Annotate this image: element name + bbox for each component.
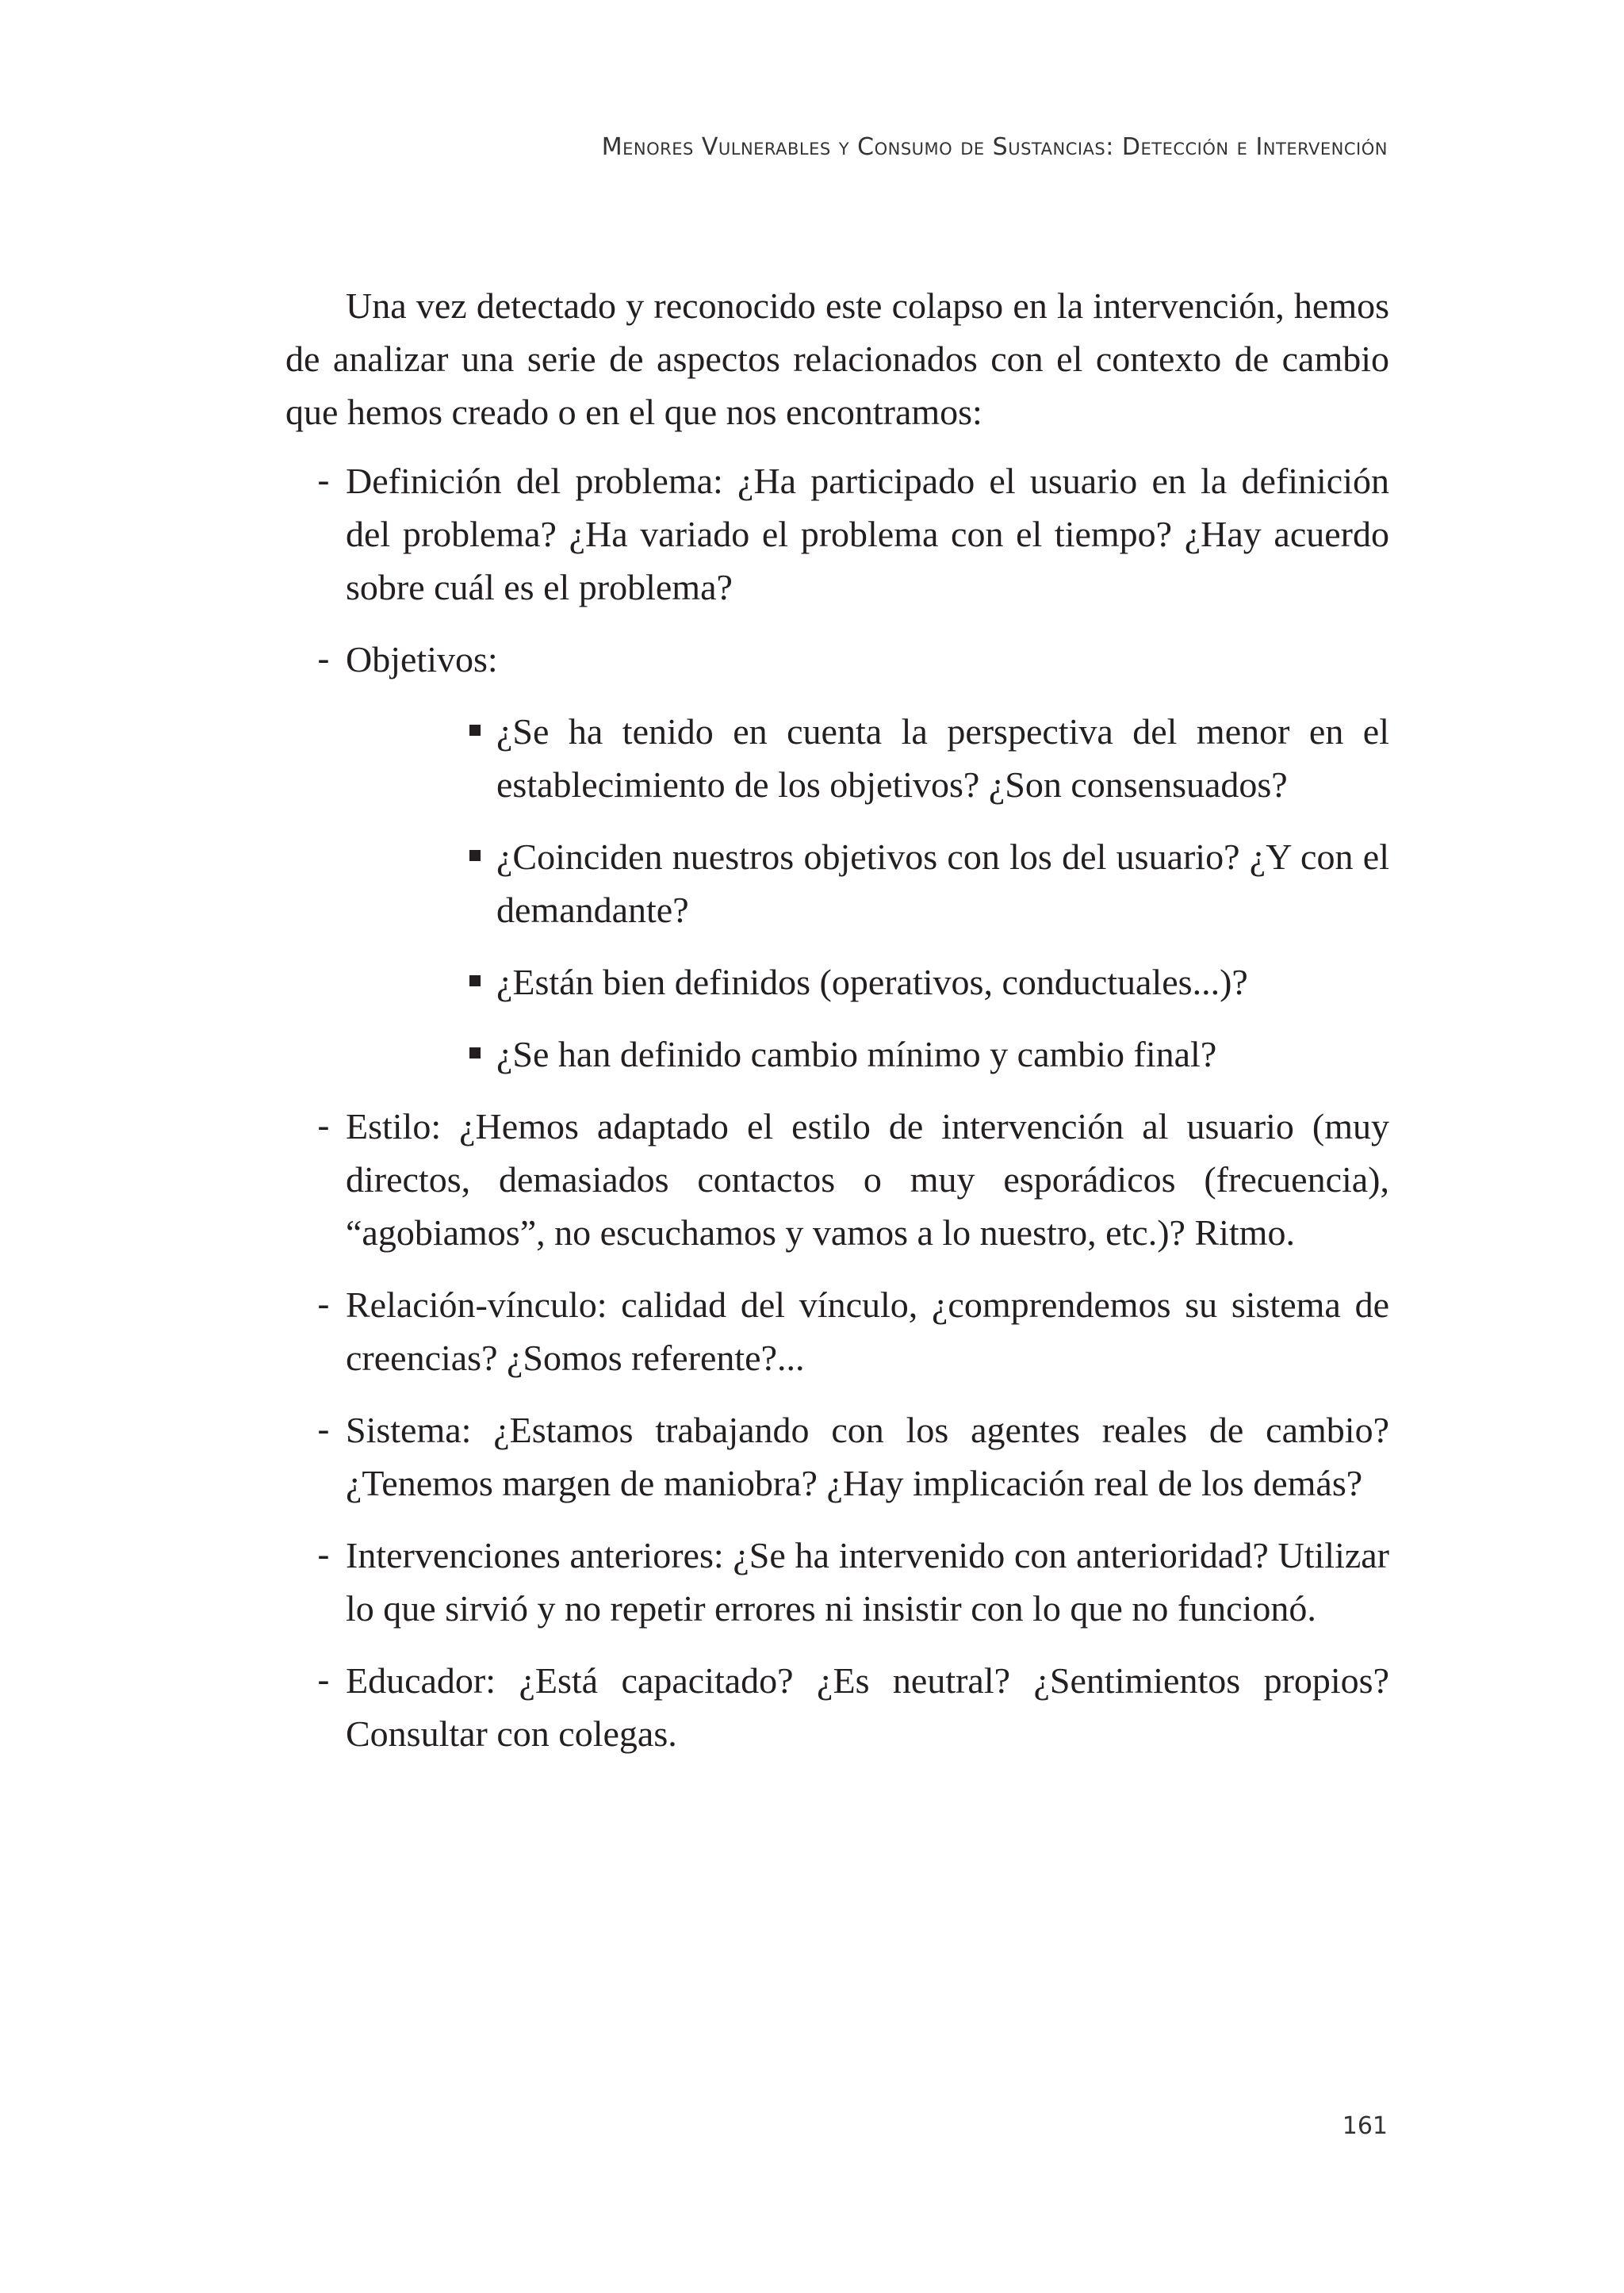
list-item-sistema bbox=[285, 1403, 1389, 1510]
sublist-item-text: ¿Se han definido cambio mínimo y cambio final? bbox=[496, 1034, 1217, 1074]
square-bullet-icon bbox=[469, 850, 481, 861]
dash-bullet-icon: - bbox=[317, 1106, 330, 1146]
list-item-text: Sistema: ¿Estamos trabajando con los agentes reales de cambio? ¿Tenemos margen de maniobra? ¿Hay implicación real de los demás? bbox=[346, 1410, 1389, 1503]
list-item-text: Definición del problema: ¿Ha participado el usuario en la definición del problema? ¿Ha variado el problema con el tiempo? ¿Hay acuerdo sobre cuál es el problema? bbox=[346, 461, 1389, 607]
list-item-text: Estilo: ¿Hemos adaptado el estilo de intervención al usuario (muy directos, demasiados contactos o muy esporádicos (frecuencia), “agobiamos”, no escuchamos y vamos a lo nuestro, etc.)? Ritmo. bbox=[346, 1106, 1389, 1253]
running-header: Menores Vulnerables y Consumo de Sustancias: Detección e Intervención bbox=[601, 133, 1388, 161]
square-bullet-icon bbox=[469, 975, 481, 986]
list-item-definicion bbox=[285, 454, 1389, 614]
list-item-text: Objetivos: bbox=[346, 639, 498, 679]
intro-paragraph: Una vez detectado y reconocido este colapso en la intervención, hemos de analizar una serie de aspectos relacionados con el contexto de cambio que hemos creado o en el que nos encontramos: bbox=[285, 285, 1389, 432]
sublist-item-text: ¿Están bien definidos (operativos, conductuales...)? bbox=[496, 962, 1248, 1002]
square-bullet-icon bbox=[469, 1047, 481, 1058]
aspect-list bbox=[285, 454, 1389, 1760]
sublist-item bbox=[346, 1028, 1389, 1081]
page-number: 161 bbox=[1342, 2112, 1388, 2140]
dash-bullet-icon: - bbox=[317, 1535, 330, 1575]
dash-bullet-icon: - bbox=[317, 1660, 330, 1701]
list-item-intervenciones-anteriores bbox=[285, 1529, 1389, 1635]
list-item-text: Educador: ¿Está capacitado? ¿Es neutral? ¿Sentimientos propios? Consultar con colegas. bbox=[346, 1660, 1389, 1754]
list-item-relacion-vinculo bbox=[285, 1278, 1389, 1384]
list-item-estilo bbox=[285, 1100, 1389, 1259]
dash-bullet-icon: - bbox=[317, 461, 330, 501]
sublist-item bbox=[346, 830, 1389, 936]
main-content bbox=[285, 279, 1389, 1760]
dash-bullet-icon: - bbox=[317, 1410, 330, 1450]
list-item-objetivos bbox=[285, 633, 1389, 1081]
dash-bullet-icon: - bbox=[317, 1284, 330, 1325]
sublist-item bbox=[346, 955, 1389, 1009]
list-item-text: Relación-vínculo: calidad del vínculo, ¿comprendemos su sistema de creencias? ¿Somos referente?... bbox=[346, 1284, 1389, 1378]
square-bullet-icon bbox=[469, 725, 481, 736]
objetivos-sublist bbox=[346, 705, 1389, 1081]
sublist-item bbox=[346, 705, 1389, 811]
list-item-educador bbox=[285, 1654, 1389, 1760]
list-item-text: Intervenciones anteriores: ¿Se ha intervenido con anterioridad? Utilizar lo que sirvió y no repetir errores ni insistir con lo que no funcionó. bbox=[346, 1535, 1389, 1629]
dash-bullet-icon: - bbox=[317, 639, 330, 679]
sublist-item-text: ¿Coinciden nuestros objetivos con los del usuario? ¿Y con el demandante? bbox=[496, 836, 1389, 930]
sublist-item-text: ¿Se ha tenido en cuenta la perspectiva del menor en el establecimiento de los objetivos? ¿Son consensuados? bbox=[496, 711, 1389, 805]
